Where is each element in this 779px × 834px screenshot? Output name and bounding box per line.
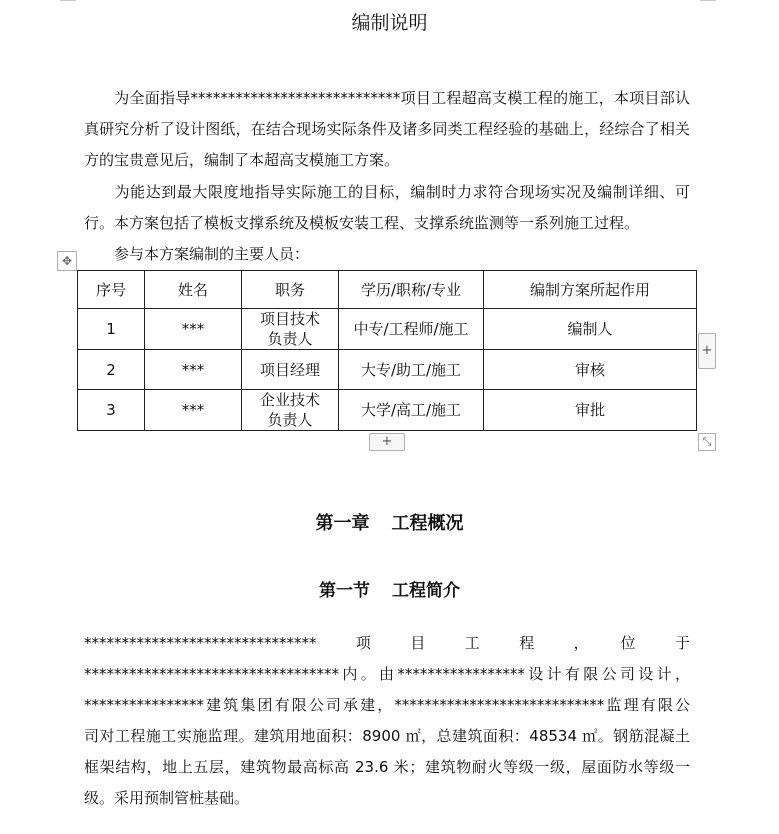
table-cell: 编制人 bbox=[484, 309, 697, 350]
table-cell bbox=[242, 309, 339, 350]
plus-icon: + bbox=[701, 343, 713, 358]
table-header-cell: 姓名 bbox=[145, 271, 242, 309]
table-cell: *** bbox=[145, 390, 242, 431]
table-header-cell: 编制方案所起作用 bbox=[484, 271, 697, 309]
staff-table bbox=[77, 270, 697, 431]
table-header-cell: 学历/职称/专业 bbox=[339, 271, 484, 309]
chapter-heading bbox=[0, 509, 779, 535]
table-cell bbox=[242, 390, 339, 431]
section-heading bbox=[0, 576, 779, 601]
body-line-4: 司对工程施工实施监理。建筑用地面积：8900 ㎡，总建筑面积：48534 ㎡。钢筋混凝土 bbox=[84, 727, 690, 745]
body-line-3: ****************建筑集团有限公司承建，****************************监理有限公 bbox=[84, 696, 690, 714]
add-row-button[interactable] bbox=[369, 433, 405, 451]
table-row bbox=[78, 350, 697, 390]
chapter-number: 第一章 bbox=[315, 513, 370, 534]
intro-paragraph-1 bbox=[84, 83, 690, 176]
table-row bbox=[78, 390, 697, 431]
intro-text-3: 参与本方案编制的主要人员： bbox=[114, 245, 310, 263]
body-line-1: ******************************* 项 目 工 程 ， 位 于 bbox=[84, 634, 690, 652]
table-row bbox=[78, 309, 697, 350]
table-cell: 中专/工程师/施工 bbox=[339, 309, 484, 350]
plus-icon: + bbox=[381, 434, 393, 449]
body-line-5: 框架结构，地上五层，建筑物最高标高 23.6 米；建筑物耐火等级一级，屋面防水等级一 bbox=[84, 758, 690, 776]
table-cell: 3 bbox=[78, 390, 145, 431]
move-arrows-icon[interactable]: ✥ bbox=[57, 251, 77, 271]
chapter-title: 工程概况 bbox=[391, 513, 464, 534]
body-line-2: **********************************内。由*****************设计有限公司设计， bbox=[84, 665, 690, 683]
table-header-cell: 职务 bbox=[242, 271, 339, 309]
table-cell: 大专/助工/施工 bbox=[339, 350, 484, 390]
table-cell: *** bbox=[145, 350, 242, 390]
page-corner-mark-right bbox=[700, 0, 716, 1]
table-cell: 项目经理 bbox=[242, 350, 339, 390]
table-header-cell: 序号 bbox=[78, 271, 145, 309]
page-corner-mark-left bbox=[60, 0, 76, 1]
table-cell: 1 bbox=[78, 309, 145, 350]
resize-diagonal-icon[interactable]: ⤡ bbox=[698, 433, 716, 451]
intro-paragraph-2 bbox=[84, 177, 690, 239]
table-header-row bbox=[78, 271, 697, 309]
body-line-6: 级。采用预制管桩基础。 bbox=[84, 789, 250, 807]
section-number: 第一节 bbox=[319, 581, 370, 601]
table-cell-text: 企业技术负责人 bbox=[259, 391, 320, 429]
table-cell: 审核 bbox=[484, 350, 697, 390]
table-cell: 审批 bbox=[484, 390, 697, 431]
table-cell: 大学/高工/施工 bbox=[339, 390, 484, 431]
intro-text-2: 为能达到最大限度地指导实际施工的目标，编制时力求符合现场实况及编制详细、可行。本方案包括了模板支撑系统及模板安装工程、支撑系统监测等一系列施工过程。 bbox=[84, 183, 690, 232]
section-title: 工程简介 bbox=[392, 581, 460, 601]
document-title: 编制说明 bbox=[351, 12, 428, 34]
intro-paragraph-3 bbox=[84, 239, 690, 270]
table-cell: *** bbox=[145, 309, 242, 350]
intro-text-1: 为全面指导****************************项目工程超高支模工程的施工，本项目部认真研究分析了设计图纸，在结合现场实际条件及诸多同类工程经验的基础上，经综合了相关方的宝贵意见后，编制了本超高支模施工方案。 bbox=[84, 89, 690, 169]
table-cell: 2 bbox=[78, 350, 145, 390]
add-column-button[interactable] bbox=[698, 333, 716, 369]
table-cell-text: 项目技术负责人 bbox=[259, 310, 320, 348]
